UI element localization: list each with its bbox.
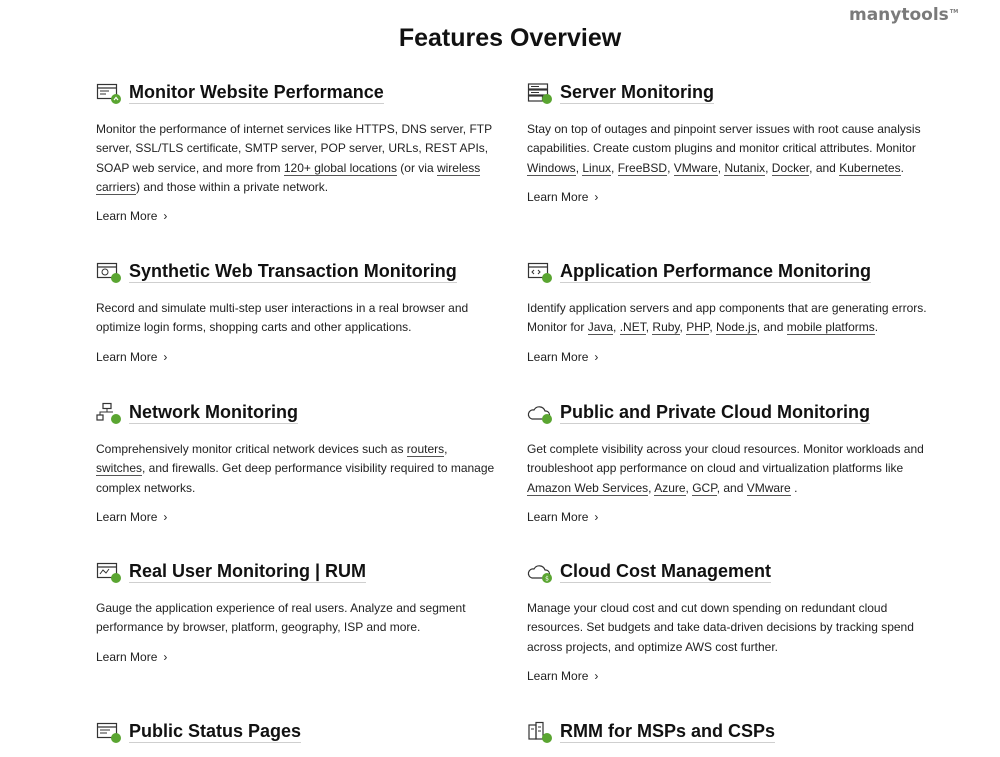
cloud-cost-icon <box>527 561 552 583</box>
chevron-right-icon: › <box>163 349 168 364</box>
feature-title-link[interactable]: Cloud Cost Management <box>560 561 772 581</box>
server-rack-icon <box>527 82 552 104</box>
learn-more-label: Learn More <box>96 209 158 224</box>
feature-card <box>96 400 496 526</box>
chevron-right-icon: › <box>594 189 599 204</box>
inline-link[interactable]: Node.js <box>716 320 757 335</box>
inline-link[interactable]: switches <box>96 461 143 476</box>
feature-description: Identify application servers and app components that are generating errors. Monitor for Java, .NET, Ruby, PHP, Node.js, and mobile platforms. <box>527 301 927 335</box>
feature-description: Stay on top of outages and pinpoint server issues with root cause analysis capabilities. Create custom plugins and monitor critical attributes. Monitor Windows, Linux, FreeBSD, VMware, Nutanix, Docker, and Kubernetes. <box>527 122 921 175</box>
buildings-icon <box>527 721 552 743</box>
feature-title-link[interactable]: Server Monitoring <box>560 82 715 102</box>
feature-title-link[interactable]: Application Performance Monitoring <box>560 261 872 281</box>
learn-more-label: Learn More <box>96 349 158 364</box>
feature-title-link[interactable]: Monitor Website Performance <box>129 82 384 102</box>
inline-link[interactable]: Java <box>587 320 614 335</box>
feature-card <box>527 400 927 526</box>
inline-link[interactable]: Azure <box>654 480 686 495</box>
feature-card-header <box>96 259 496 285</box>
inline-link[interactable]: FreeBSD <box>617 160 668 175</box>
learn-more-link[interactable] <box>527 189 598 205</box>
feature-description: Gauge the application experience of real users. Analyze and segment performance by browser, platform, geography, ISP and more. <box>96 601 466 635</box>
feature-title-link[interactable]: Synthetic Web Transaction Monitoring <box>129 261 457 281</box>
feature-card <box>527 80 927 206</box>
code-window-icon <box>527 261 552 283</box>
inline-link[interactable]: PHP <box>686 320 710 335</box>
brand-logo[interactable] <box>849 5 958 25</box>
feature-card-header <box>527 80 927 106</box>
inline-link[interactable]: 120+ global locations <box>283 160 397 175</box>
feature-card-header <box>527 400 927 426</box>
learn-more-label: Learn More <box>527 509 589 524</box>
feature-card <box>96 80 496 225</box>
feature-description: Get complete visibility across your cloud resources. Monitor workloads and troubleshoot app performance on cloud and virtualization platforms like Amazon Web Services, Azure, GCP, and VMware . <box>527 442 924 495</box>
learn-more-link[interactable] <box>527 668 598 684</box>
learn-more-link[interactable] <box>96 649 167 665</box>
chevron-right-icon: › <box>594 349 599 364</box>
chevron-right-icon: › <box>594 668 599 683</box>
brand-trademark: TM <box>949 9 959 16</box>
learn-more-link[interactable] <box>527 509 598 525</box>
inline-link[interactable]: Amazon Web Services <box>527 480 649 495</box>
chevron-right-icon: › <box>163 649 168 664</box>
network-topology-icon <box>96 402 121 424</box>
feature-title-link[interactable]: Network Monitoring <box>129 402 298 422</box>
synthetic-transaction-icon <box>96 261 121 283</box>
learn-more-label: Learn More <box>96 649 158 664</box>
feature-card-header <box>527 719 927 745</box>
learn-more-link[interactable] <box>96 349 167 365</box>
feature-description: Manage your cloud cost and cut down spending on redundant cloud resources. Set budgets and take data-driven decisions by tracking spend across projects, and optimize AWS cost further. <box>527 601 914 654</box>
inline-link[interactable]: Kubernetes <box>839 160 901 175</box>
inline-link[interactable]: Linux <box>582 160 612 175</box>
inline-link[interactable]: GCP <box>692 480 717 495</box>
inline-link[interactable]: .NET <box>619 320 646 335</box>
feature-title-link[interactable]: Real User Monitoring | RUM <box>129 561 367 581</box>
learn-more-link[interactable] <box>96 509 167 525</box>
feature-description: Comprehensively monitor critical network devices such as routers, switches, and firewalls. Get deep performance visibility required to manage complex networks. <box>96 442 495 495</box>
learn-more-link[interactable] <box>527 349 598 365</box>
brand-name: manytools <box>849 5 949 25</box>
learn-more-label: Learn More <box>527 189 589 204</box>
feature-card <box>527 259 927 366</box>
feature-card <box>527 559 927 685</box>
feature-title-link[interactable]: Public and Private Cloud Monitoring <box>560 402 871 422</box>
learn-more-label: Learn More <box>96 509 158 524</box>
cloud-icon <box>527 402 552 424</box>
user-window-icon <box>96 561 121 583</box>
feature-description: Monitor the performance of internet services like HTTPS, DNS server, FTP server, SSL/TLS certificate, SMTP server, POP server, URLs, REST APIs, SOAP web service, and more from 120+ global locations (or via wireless carriers) and those within a private network. <box>96 122 492 194</box>
chevron-right-icon: › <box>594 509 599 524</box>
chevron-right-icon: › <box>163 209 168 224</box>
feature-description: Record and simulate multi-step user interactions in a real browser and optimize login forms, shopping carts and other applications. <box>96 301 469 335</box>
page-title: Features Overview <box>398 24 622 52</box>
feature-card-header <box>527 559 927 585</box>
status-page-icon <box>96 721 121 743</box>
feature-title-link[interactable]: RMM for MSPs and CSPs <box>560 721 776 741</box>
inline-link[interactable]: Ruby <box>652 320 680 335</box>
feature-card-header <box>96 80 496 106</box>
chevron-right-icon: › <box>163 509 168 524</box>
feature-card-header <box>96 400 496 426</box>
svg-text:$: $ <box>545 575 549 583</box>
inline-link[interactable]: routers <box>406 442 445 456</box>
feature-card-header <box>96 719 496 745</box>
inline-link[interactable]: Windows <box>527 160 576 175</box>
inline-link[interactable]: wireless carriers <box>96 160 481 194</box>
learn-more-label: Learn More <box>527 668 589 683</box>
learn-more-label: Learn More <box>527 349 589 364</box>
inline-link[interactable]: Nutanix <box>724 160 766 175</box>
feature-card <box>96 559 496 666</box>
feature-title-link[interactable]: Public Status Pages <box>129 721 302 741</box>
inline-link[interactable]: mobile platforms <box>786 320 875 335</box>
learn-more-link[interactable] <box>96 208 167 224</box>
inline-link[interactable]: VMware <box>746 480 791 495</box>
feature-card <box>96 259 496 366</box>
monitor-window-icon <box>96 82 121 104</box>
feature-card-header <box>96 559 496 585</box>
feature-card-header <box>527 259 927 285</box>
feature-card <box>527 719 927 745</box>
inline-link[interactable]: VMware <box>673 160 718 175</box>
inline-link[interactable]: Docker <box>771 160 810 175</box>
feature-card <box>96 719 496 745</box>
